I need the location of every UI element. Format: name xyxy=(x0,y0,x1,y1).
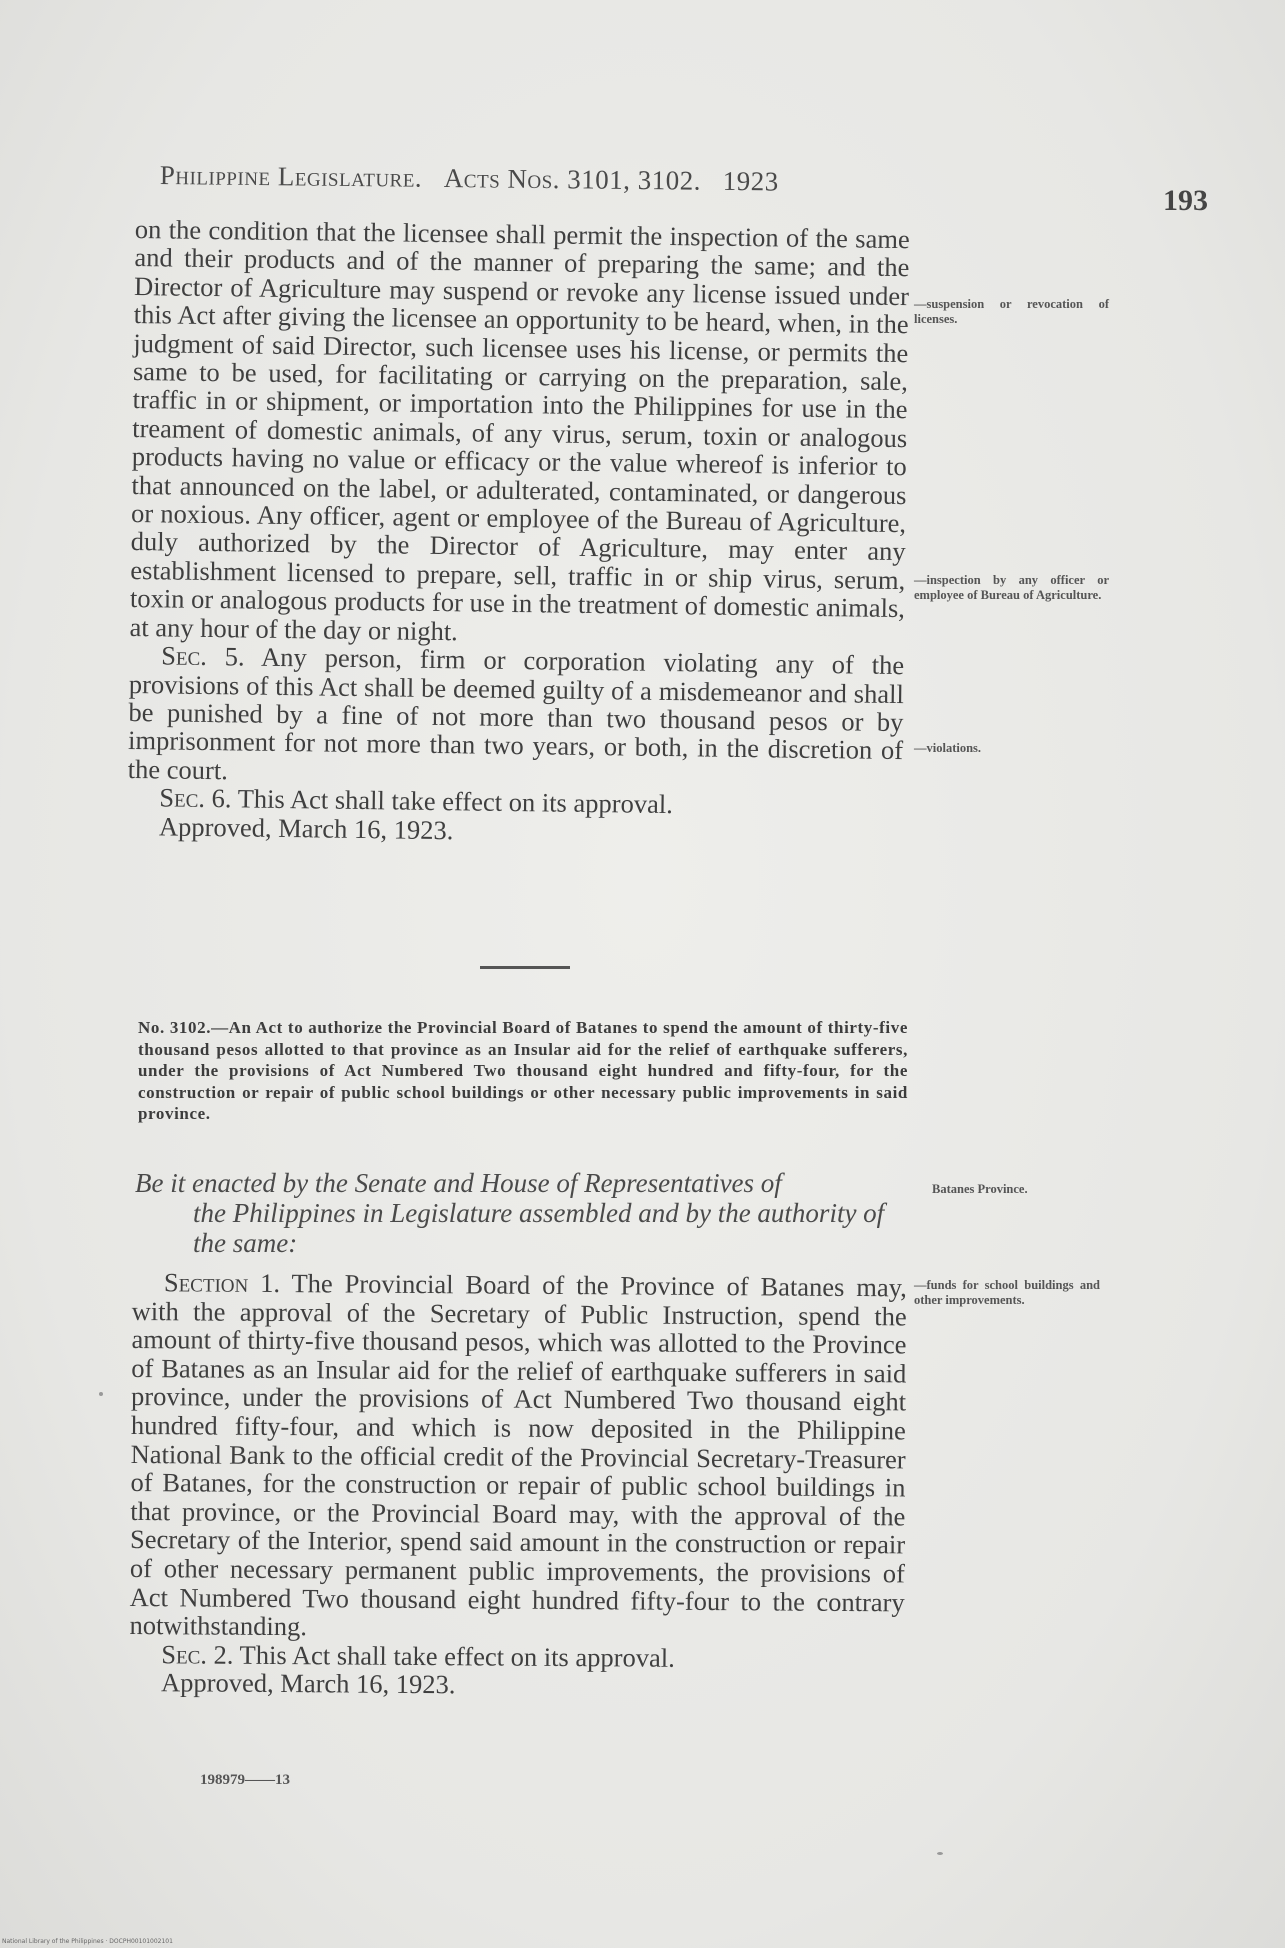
section-label: Sec. 6. xyxy=(159,782,232,814)
margin-note-batanes: Batanes Province. xyxy=(932,1182,1028,1196)
act-3102-text xyxy=(129,1268,907,1702)
section-text: Any person, firm or corporation violating any of the provisions of this Act shall be deemed guilty of a misdemeanor and shall be punished by a fine of not more than two thousand pesos or by imprisonment for not more than two years, or both, in the discretion of the court. xyxy=(127,641,905,785)
enacting-rest: the Philippines in Legislature assembled and by the authority of the same: xyxy=(193,1198,885,1258)
enacting-clause xyxy=(135,1168,905,1258)
act-3101-section-5 xyxy=(128,641,905,793)
act-number: No. 3102. xyxy=(138,1018,212,1037)
act-3102-approved: Approved, March 16, 1923. xyxy=(161,1667,456,1700)
page-number: 193 xyxy=(1163,184,1208,217)
section-text: This Act shall take effect on its approval. xyxy=(237,783,674,820)
margin-note-suspension: —suspension or revocation of licenses. xyxy=(914,297,1109,326)
act-3102-summary xyxy=(138,1017,908,1125)
section-text: The Provincial Board of the Province of Batanes may, with the approval of the Secretary of Public Instruction, spend the amount of thirty-five thousand pesos, which was allotted to the Province of Batanes as an Insular aid for the relief of earthquake sufferers in said province, under the provisions of Act Numbered Two thousand eight hundred fifty-four, and which is now deposited in the Philippine National Bank to the official credit of the Provincial Secretary-Treasurer of Batanes, for the construction or repair of public school buildings in that province, or the Provincial Board may, with the approval of the Secretary of the Interior, spend said amount in the construction or repair of other necessary permanent public improvements, the provisions of Act Numbered Two thousand eight hundred fifty-four to the contrary notwithstanding. xyxy=(129,1268,907,1642)
header-legislature: Philippine Legislature. xyxy=(159,160,423,193)
running-header xyxy=(160,160,900,199)
act-3101-approved: Approved, March 16, 1923. xyxy=(158,810,454,845)
section-label: Sec. 2. xyxy=(161,1638,234,1670)
enacting-first-line: Be it enacted by the Senate and House of Representatives of xyxy=(135,1168,782,1198)
paper-speck xyxy=(937,1852,943,1855)
paper-speck xyxy=(99,1392,103,1396)
section-text: This Act shall take effect on its approval. xyxy=(239,1639,675,1673)
act-3101-text xyxy=(127,215,910,850)
margin-note-funds: —funds for school buildings and other improvements. xyxy=(914,1278,1100,1307)
section-label: Section 1. xyxy=(163,1267,281,1299)
act-3102-section-1 xyxy=(129,1268,907,1645)
archive-strip: National Library of the Philippines · DOCPH00101002101 xyxy=(2,1938,173,1945)
act-summary-text: —An Act to authorize the Provincial Board of Batanes to spend the amount of thirty-five thousand pesos allotted to that province as an Insular aid for the relief of earthquake sufferers, under the provisions of Act Numbered Two thousand eight hundred and fifty-four, for the construction or repair of public school buildings or other necessary public improvements in said province. xyxy=(138,1018,909,1124)
margin-note-inspection: —inspection by any officer or employee of Bureau of Agriculture. xyxy=(914,573,1109,602)
section-divider xyxy=(480,966,570,969)
printer-footnote: 198979——13 xyxy=(200,1772,290,1788)
act-3101-paragraph: on the condition that the licensee shall permit the inspection of the same and their products and of the manner of preparing the same; and the Director of Agriculture may suspend or revoke any license issued under this Act after giving the licensee an opportunity to be heard, when, in the judgment of said Director, such licensee uses his license, or permits the same to be used, for facilitating or carrying on the preparation, sale, traffic in or shipment, or importation into the Philippines for use in the treament of domestic animals, of any virus, serum, toxin or analogous products having no value or efficacy or the value whereof is inferior to that announced on the label, or adulterated, contaminated, or dangerous or noxious. Any officer, agent or employee of the Bureau of Agriculture, duly authorized by the Director of Agriculture, may enter any establishment licensed to prepare, sell, traffic in or ship virus, serum, toxin or analogous products for use in the treatment of domestic animals, at any hour of the day or night. xyxy=(129,214,910,646)
header-acts: Acts Nos. 3101, 3102. xyxy=(443,162,702,196)
header-year: 1923 xyxy=(722,165,779,197)
section-label: Sec. 5. xyxy=(161,640,245,672)
margin-note-violations: —violations. xyxy=(914,741,982,755)
